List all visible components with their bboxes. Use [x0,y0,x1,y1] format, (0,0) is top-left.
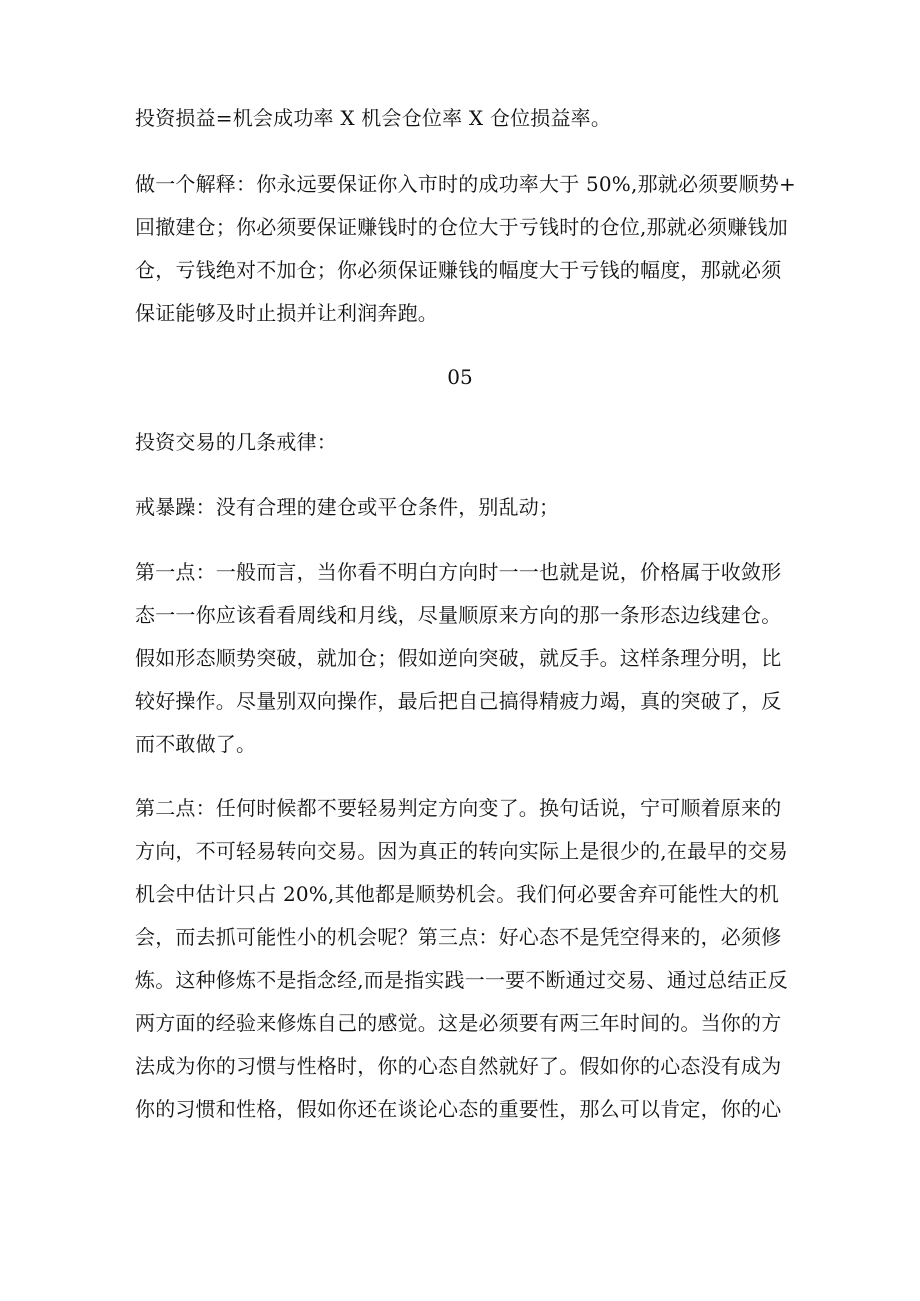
explanation-line: 保证能够及时止损并让利润奔跑。 [135,301,438,325]
point-two-line: 法成为你的习惯与性格时，你的心态自然就好了。假如你的心态没有成为 [135,1054,782,1078]
point-two-line: 炼。这种修炼不是指念经,而是指实践一一要不断通过交易、通过总结正反 [135,968,788,992]
point-two-paragraph [135,787,795,1131]
section-number: 05 [447,365,473,389]
rule-impatience-paragraph [135,486,795,529]
rule-impatience-line: 戒暴躁：没有合理的建仓或平仓条件，别乱动； [135,495,560,519]
point-one-paragraph [135,551,795,766]
formula-paragraph [135,97,795,140]
point-one-line: 而不敢做了。 [135,732,257,756]
explanation-line: 做一个解释：你永远要保证你入市时的成功率大于 50%,那就必须要顺势+ [135,172,796,196]
point-two-line: 会，而去抓可能性小的机会呢？第三点：好心态不是凭空得来的，必须修 [135,925,782,949]
point-two-line: 两方面的经验来修炼自己的感觉。这是必须要有两三年时间的。当你的方 [135,1011,782,1035]
point-one-line: 第一点：一般而言，当你看不明白方向时一一也就是说，价格属于收敛形 [135,560,782,584]
point-one-line: 较好操作。尽量别双向操作，最后把自己搞得精疲力竭，真的突破了，反 [135,689,782,713]
point-two-line: 机会中估计只占 20%,其他都是顺势机会。我们何必要舍弃可能性大的机 [135,882,779,906]
explanation-line: 仓，亏钱绝对不加仓；你必须保证赚钱的幅度大于亏钱的幅度，那就必须 [135,258,782,282]
point-two-line: 第二点：任何时候都不要轻易判定方向变了。换句话说，宁可顺着原来的 [135,796,782,820]
point-one-line: 态一一你应该看看周线和月线，尽量顺原来方向的那一条形态边线建仓。 [135,603,782,627]
formula-line: 投资损益=机会成功率 X 机会仓位率 X 仓位损益率。 [135,106,612,130]
point-two-line: 你的习惯和性格，假如你还在谈论心态的重要性，那么可以肯定，你的心 [135,1097,782,1121]
explanation-paragraph [135,163,795,335]
explanation-line: 回撤建仓；你必须要保证赚钱时的仓位大于亏钱时的仓位,那就必须赚钱加 [135,215,788,239]
point-two-line: 方向，不可轻易转向交易。因为真正的转向实际上是很少的,在最早的交易 [135,839,788,863]
point-one-line: 假如形态顺势突破，就加仓；假如逆向突破，就反手。这样条理分明，比 [135,646,782,670]
rules-heading [135,421,795,464]
rules-heading-line: 投资交易的几条戒律： [135,430,337,454]
